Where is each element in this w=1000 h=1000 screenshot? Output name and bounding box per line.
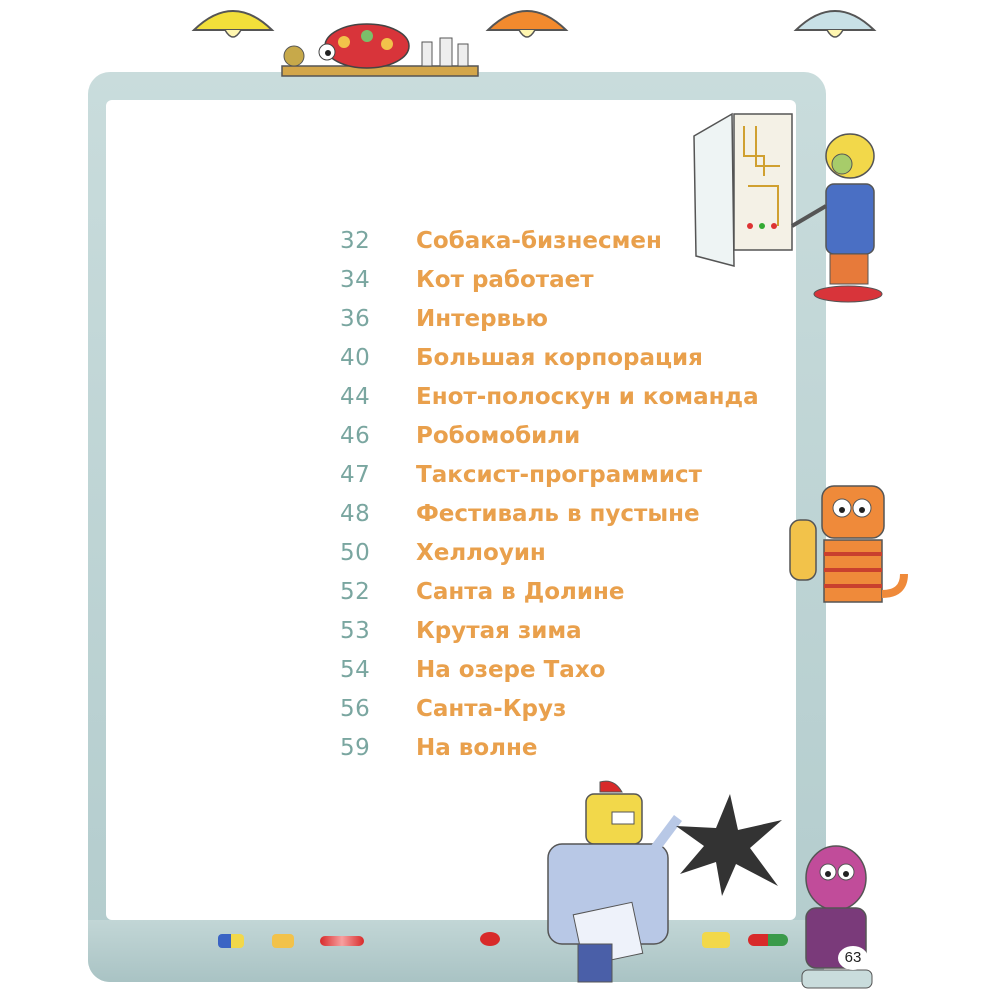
toc-title: Кот работает (416, 267, 594, 293)
toc-entry[interactable] (340, 423, 770, 462)
toc-title: Санта в Долине (416, 579, 625, 605)
toc-title: Большая корпорация (416, 345, 703, 371)
toc-title: Таксист-программист (416, 462, 702, 488)
robot-electrician-icon (690, 106, 912, 312)
toc-page-number: 34 (340, 267, 371, 293)
toc-page-number: 36 (340, 306, 371, 332)
toc-page-number: 44 (340, 384, 371, 410)
toc-title: На волне (416, 735, 538, 761)
toc-page-number: 59 (340, 735, 371, 761)
toc-entry[interactable] (340, 501, 770, 540)
toc-entry[interactable] (340, 696, 770, 735)
toc-entry[interactable] (340, 579, 770, 618)
toc-title: Крутая зима (416, 618, 582, 644)
toc-entry[interactable] (340, 735, 770, 774)
toc-title: Робомобили (416, 423, 581, 449)
toc-title: Хеллоуин (416, 540, 546, 566)
spark-icon (674, 790, 786, 900)
toc-entry[interactable] (340, 540, 770, 579)
toc-page-number: 50 (340, 540, 371, 566)
page-number: 63 (838, 946, 868, 970)
indicator-button (748, 934, 788, 946)
toc-title: Фестиваль в пустыне (416, 501, 700, 527)
indicator-button (320, 936, 364, 946)
toc-entry[interactable] (340, 345, 770, 384)
cat-robot-icon (788, 474, 912, 624)
orange-lamp-icon (484, 0, 570, 48)
toc-entry[interactable] (340, 462, 770, 501)
toc-title: Санта-Круз (416, 696, 567, 722)
indicator-button (218, 934, 244, 948)
indicator-button (702, 932, 730, 948)
toc-page-number: 40 (340, 345, 371, 371)
toc-entry[interactable] (340, 618, 770, 657)
toc-title: Собака-бизнесмен (416, 228, 662, 254)
indicator-button (480, 932, 500, 946)
toc-page-number: 47 (340, 462, 371, 488)
toc-entry[interactable] (340, 657, 770, 696)
toc-page-number: 52 (340, 579, 371, 605)
toc-page-number: 48 (340, 501, 371, 527)
toc-entry[interactable] (340, 384, 770, 423)
yellow-lamp-icon (190, 0, 276, 48)
indicator-button (272, 934, 294, 948)
toc-title: Енот-полоскун и команда (416, 384, 759, 410)
toc-page-number: 46 (340, 423, 371, 449)
toc-page-number: 54 (340, 657, 371, 683)
robot-bug-icon (272, 12, 484, 82)
toc-page-number: 53 (340, 618, 371, 644)
toc-title: На озере Тахо (416, 657, 606, 683)
monitor-bottom-bar (88, 920, 826, 982)
blue-lamp-icon (792, 0, 878, 48)
toc-page-number: 56 (340, 696, 371, 722)
toc-page-number: 32 (340, 228, 371, 254)
police-robot-icon (538, 778, 688, 988)
pink-robot-icon (790, 838, 886, 994)
toc-title: Интервью (416, 306, 548, 332)
